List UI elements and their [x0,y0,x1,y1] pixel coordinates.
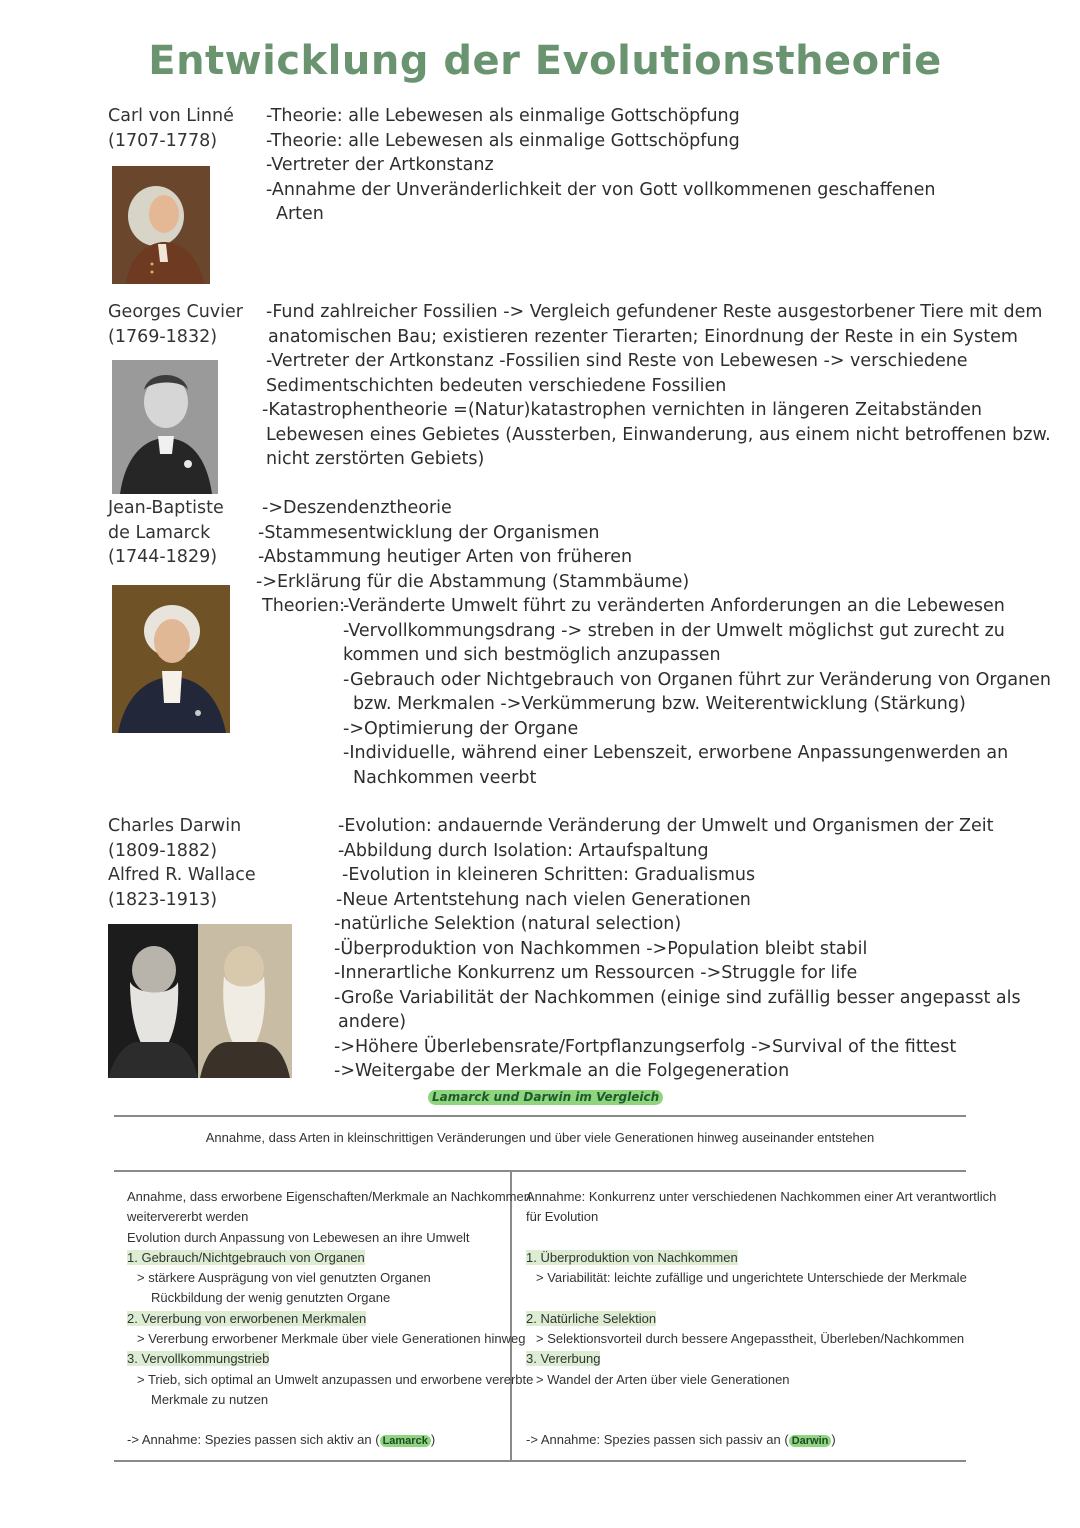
text-line: > Wandel der Arten über viele Generationen [536,1371,790,1387]
text-line: -Individuelle, während einer Lebenszeit, erworbene Anpassungenwerden an [343,743,1009,763]
divider [114,1170,966,1172]
comparison-left-column [127,1187,533,1410]
lamarck-tag: Lamarck [380,1435,431,1447]
linne-name-block [108,104,234,153]
darwin-tag: Darwin [789,1435,832,1447]
darwin-wallace-portraits [108,924,292,1078]
text-line: Arten [276,204,324,224]
text-line: ->Höhere Überlebensrate/Fortpflanzungserfolg ->Survival of the fittest [334,1036,957,1057]
lamarck-text [256,496,690,594]
text-line: > Variabilität: leichte zufällige und ungerichtete Unterschiede der Merkmale [536,1270,967,1286]
text-line: -Evolution in kleineren Schritten: Gradualismus [342,865,756,885]
text-line: Annahme: Konkurrenz unter verschiedenen Nachkommen einer Art verantwortlich [526,1189,997,1204]
lamarck-theorien-label [262,594,345,619]
divider [114,1460,966,1462]
person-years: (1744-1829) [108,547,218,567]
text-line: -Veränderte Umwelt führt zu veränderten Anforderungen an die Lebewesen [343,596,1005,616]
text-line: Lebewesen eines Gebietes (Aussterben, Einwanderung, aus einem nicht betroffenen bzw. [266,424,1051,445]
text-line: -Gebrauch oder Nichtgebrauch von Organen führt zur Veränderung von Organen [343,669,1052,690]
person-name: de Lamarck [108,522,211,543]
text-line: -Innerartliche Konkurrenz um Ressourcen ->Struggle for life [334,963,858,983]
text-line: nicht zerstörten Gebiets) [266,449,485,469]
text-line: > Vererbung erworbener Merkmale über viele Generationen hinweg [137,1331,526,1347]
text-line: bzw. Merkmalen ->Verkümmerung bzw. Weiterentwicklung (Stärkung) [353,694,966,714]
left-conclusion [127,1430,435,1451]
text-line: weitervererbt werden [127,1209,249,1225]
point-heading: 2. Vererbung von erworbenen Merkmalen [127,1310,367,1326]
lamarck-name-block [108,496,224,570]
text-line: -Abbildung durch Isolation: Artaufspaltung [338,840,709,861]
person-years: (1823-1913) [108,889,218,910]
right-conclusion [526,1430,836,1451]
text-line: ->Weitergabe der Merkmale an die Folgegeneration [334,1061,790,1081]
text-line: Evolution durch Anpassung von Lebewesen an ihre Umwelt [127,1229,470,1245]
text-line: anatomischen Bau; existieren rezenter Tierarten; Einordnung der Reste in ein System [268,326,1018,347]
person-years: (1809-1882) [108,840,218,861]
text-line: -Theorie: alle Lebewesen als einmalige Gottschöpfung [266,106,740,126]
text-line: -Neue Artentstehung nach vielen Generationen [336,889,751,910]
text-line: ->Optimierung der Organe [343,718,579,739]
text-line: -Theorie: alle Lebewesen als einmalige Gottschöpfung [266,130,740,151]
text-line: -natürliche Selektion (natural selection) [334,914,682,934]
text-line: Sedimentschichten bedeuten verschiedene Fossilien [266,375,727,396]
text-line: -> Annahme: Spezies passen sich aktiv an ( [127,1432,380,1447]
text-line: -Fund zahlreicher Fossilien -> Vergleich gefundener Reste ausgestorbener Tiere mit dem [266,302,1043,322]
text-line: Rückbildung der wenig genutzten Organe [151,1290,391,1306]
text-line: Annahme, dass erworbene Eigenschaften/Merkmale an Nachkommen [127,1189,531,1204]
cuvier-text [262,300,1051,472]
darwin-name-block [108,814,256,912]
person-name: Jean-Baptiste [108,498,224,518]
text-line: -Vervollkommungsdrang -> streben in der Umwelt möglichst gut zurecht zu [343,620,1005,641]
text-line: -Überproduktion von Nachkommen ->Population bleibt stabil [334,938,868,959]
text-line: -Große Variabilität der Nachkommen (einige sind zufällig besser angepasst als [334,987,1021,1008]
lamarck-portrait [112,585,230,733]
text-line: -Evolution: andauernde Veränderung der Umwelt und Organismen der Zeit [338,816,994,836]
point-heading: 1. Gebrauch/Nichtgebrauch von Organen [127,1249,365,1265]
text-line: Merkmale zu nutzen [151,1391,269,1407]
linne-portrait [112,166,210,284]
point-heading: 3. Vererbung [526,1351,601,1367]
divider [114,1115,966,1117]
text-line: -Abstammung heutiger Arten von früheren [258,547,633,567]
darwin-text [334,814,1021,1084]
point-heading: 1. Überproduktion von Nachkommen [526,1249,738,1265]
comparison-right-column [526,1187,996,1390]
point-heading: 3. Vervollkommungstrieb [127,1351,270,1367]
text-line: -Annahme der Unveränderlichkeit der von Gott vollkommenen geschaffenen [266,179,936,200]
person-name: Charles Darwin [108,816,242,836]
text-line: > Selektionsvorteil durch bessere Angepasstheit, Überleben/Nachkommen [536,1331,965,1347]
text-line: andere) [338,1012,407,1032]
text-line: -Vertreter der Artkonstanz -Fossilien sind Reste von Lebewesen -> verschiedene [266,351,968,371]
text-line: kommen und sich bestmöglich anzupassen [343,645,721,665]
text-line: > stärkere Ausprägung von viel genutzten Organen [137,1270,431,1286]
text-line: ->Erklärung für die Abstammung (Stammbäume) [256,571,690,592]
text-line: ) [831,1432,836,1447]
point-heading: 2. Natürliche Selektion [526,1310,657,1326]
page-title: Entwicklung der Evolutionstheorie [148,38,942,84]
comparison-title: Lamarck und Darwin im Vergleich [428,1090,663,1105]
text-line: ) [430,1432,436,1447]
person-name: Georges Cuvier [108,302,243,322]
text-line: ->Deszendenztheorie [262,498,452,518]
cuvier-name-block [108,300,243,349]
person-name: Carl von Linné [108,106,234,126]
text-line: -Stammesentwicklung der Organismen [258,522,600,543]
text-line: -Vertreter der Artkonstanz [266,155,494,175]
text-line: > Trieb, sich optimal an Umwelt anzupassen und erworbene vererbte [137,1371,534,1387]
linne-text [266,104,936,227]
person-name: Alfred R. Wallace [108,865,256,885]
text-line: -> Annahme: Spezies passen sich passiv an ( [526,1432,789,1447]
comparison-shared: Annahme, dass Arten in kleinschrittigen Veränderungen und über viele Generationen hinweg auseinander entstehen [205,1130,875,1145]
lamarck-theories [343,594,1051,790]
text-line: -Katastrophentheorie =(Natur)katastrophen vernichten in längeren Zeitabständen [262,400,983,420]
text-line: Nachkommen veerbt [353,767,537,788]
text-line: für Evolution [526,1209,599,1225]
cuvier-portrait [112,360,218,494]
person-years: (1707-1778) [108,130,218,151]
text-line: Theorien: [262,596,346,616]
person-years: (1769-1832) [108,326,218,347]
